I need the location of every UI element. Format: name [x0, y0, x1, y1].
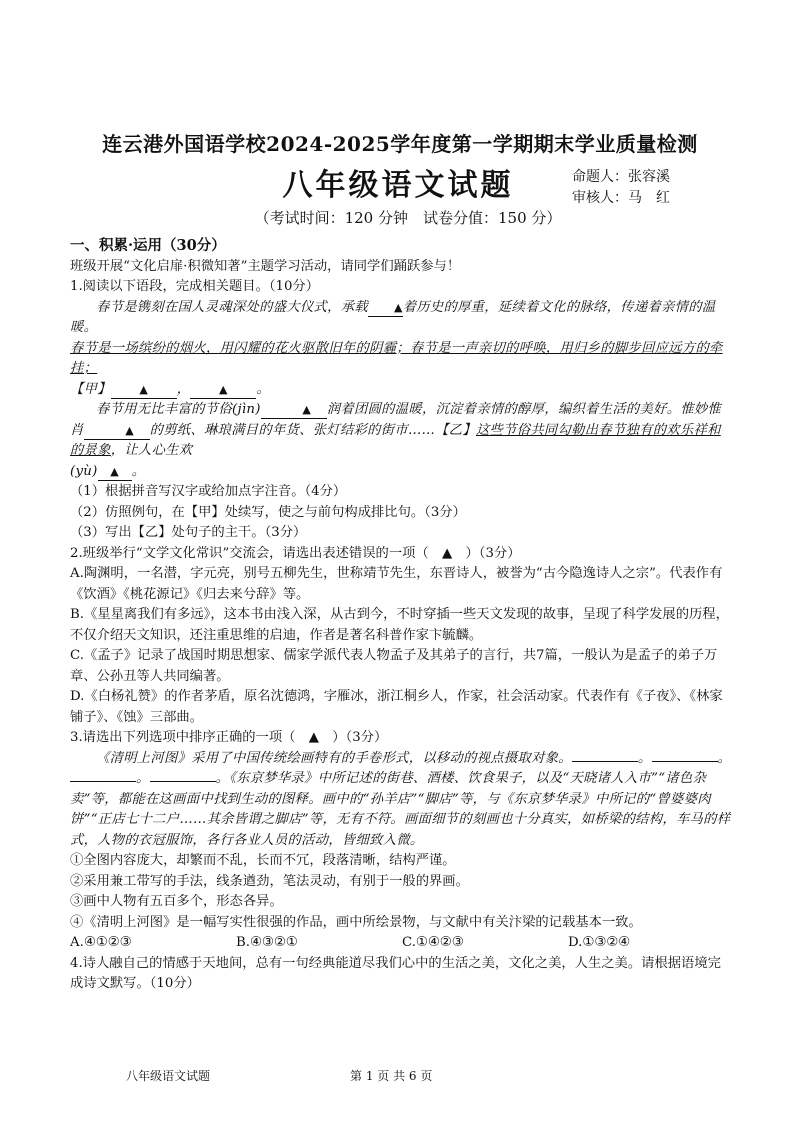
sentence-option-2: ②采用兼工带写的手法，线条遒劲，笔法灵动，有别于一般的界画。 [70, 873, 469, 889]
school-title: 连云港外国语学校2024-2025学年度第一学期期末学业质量检测 [102, 132, 698, 156]
answer-blank[interactable] [98, 464, 132, 481]
yi-sentence: 这些节俗共同勾勒出春节独有的欢乐祥和的景象 [70, 422, 721, 458]
choice-c: C.①④②③ [402, 935, 464, 950]
sentence-option-3: ③画中人物有五百多个，形态各异。 [70, 894, 283, 909]
answer-blank[interactable] [572, 761, 638, 762]
answer-blank[interactable] [84, 423, 150, 440]
triangle-mark: ▲ [110, 464, 120, 478]
sub-question-3: （3）写出【乙】处句子的主干。（3分） [70, 525, 307, 540]
question-2-stem: 2.班级举行“文学文化常识”交流会，请选出表述错误的一项（ ▲ ）（3分） [70, 545, 521, 561]
period: 。 [136, 771, 150, 786]
section-title: 一、积累·运用（30分） [70, 237, 226, 254]
marker-jia: 【甲】 [70, 381, 111, 397]
period: 。 [637, 750, 652, 766]
choice-a: A.④①②③ [70, 935, 132, 950]
question-1-paragraph-2-end [70, 462, 734, 483]
reviewer-label: 审核人：马 红 [572, 190, 670, 206]
choice-d: D.①③②④ [568, 935, 631, 950]
choice-b: B.④③②① [236, 935, 298, 950]
question-3-passage [70, 749, 734, 852]
option-a: A.陶渊明，一名潜，字元亮，别号五柳先生，世称靖节先生，东晋诗人，被誉为“古今隐逸诗人之宗”。代表作有《饮酒》《桃花源记》《归去来兮辞》等。 [70, 566, 723, 602]
question-1-paragraph-2 [70, 400, 734, 462]
passage-text: 着历史的厚重，延续着文化的脉络，传递着亲情的温暖。 [70, 299, 716, 335]
exam-info: （考试时间：120 分钟 试卷分值：150 分） [254, 209, 562, 227]
question-3-stem: 3.请选出下列选项中排序正确的一项（ ▲ ）（3分） [70, 730, 388, 745]
jia-blank-line [70, 380, 734, 401]
answer-choices [70, 933, 734, 954]
exam-content [70, 236, 734, 995]
passage-text: ，让人心生欢 [110, 443, 193, 458]
option-c: C.《孟子》记录了战国时期思想家、儒家学派代表人物孟子及其弟子的言行，共7篇，一般认为是孟子的弟子万章、公孙丑等人共同编著。 [70, 648, 718, 684]
period: 。 [256, 381, 271, 397]
sub-question-2: （2）仿照例句，在【甲】处续写，使之与前句构成排比句。（3分） [70, 504, 466, 520]
sentence-option-1: ①全图内容庞大，却繁而不乱，长而不冗，段落清晰，结构严谨。 [70, 853, 456, 868]
answer-blank[interactable] [70, 781, 136, 782]
proposer-label: 命题人：张容溪 [572, 169, 670, 185]
triangle-mark: ▲ [125, 423, 134, 437]
question-1-stem: 1.阅读以下语段，完成相关题目。（10分） [70, 279, 320, 294]
passage-text: 。《东京梦华录》中所记述的街巷、酒楼、饮食果子，以及“天晓诸人入市”“诸色杂卖”等，都能在这画面中找到生动的图释。画中的“孙羊店”“脚店”等，与《东京梦华录》中所记的“曾婆婆肉饼”“正店七十二户……其余皆谓之脚店”等，无有不符。画面细节的刻画也十分真实，如桥梁的结构，车马的样式，人物的衣冠服饰，各行各业人员的活动，皆细致入微。 [70, 771, 731, 848]
sub-question-1: （1）根据拼音写汉字或给加点字注音。（4分） [70, 484, 347, 499]
passage-text: 《清明上河图》采用了中国传统绘画特有的手卷形式，以移动的视点摄取对象。 [96, 750, 572, 766]
question-1-paragraph-1 [70, 298, 734, 339]
answer-blank[interactable] [111, 382, 177, 399]
passage-text: 春节是镌刻在国人灵魂深处的盛大仪式，承载 [96, 299, 368, 315]
exam-title: 八年级语文试题 [282, 168, 514, 203]
question-4-stem: 4.诗人融自己的情感于天地间，总有一句经典能道尽我们心中的生活之美，文化之美，人生之美。请根据语境完成诗文默写。（10分） [70, 955, 721, 991]
section-intro: 班级开展“文化启扉·积微知著”主题学习活动，请同学们踊跃参与！ [70, 258, 461, 274]
option-d: D.《白杨礼赞》的作者茅盾，原名沈德鸿，字雁冰，浙江桐乡人，作家，社会活动家。代表作有《子夜》、《林家铺子》、《蚀》三部曲。 [70, 689, 723, 725]
answer-blank[interactable] [368, 300, 403, 317]
answer-blank[interactable] [261, 402, 327, 419]
period: 。 [717, 750, 732, 766]
comma: ， [176, 381, 191, 397]
passage-text: 春节用无比丰富的节俗(jìn) [96, 402, 261, 417]
answer-blank[interactable] [652, 761, 718, 762]
triangle-mark: ▲ [139, 382, 149, 396]
triangle-mark: ▲ [302, 403, 312, 416]
pinyin-yu: (yù) [70, 463, 98, 479]
page-number: 第 1 页 共 6 页 [350, 1069, 433, 1083]
passage-text: 的剪纸、琳琅满目的年货、张灯结彩的街市……【乙】 [149, 422, 476, 438]
option-b: B.《星星离我们有多远》，这本书由浅入深，从古到今，不时穿插一些天文发现的故事，呈现了科学发展的历程，不仅介绍天文知识，还注重思维的启迪，作者是著名科普作家卞毓麟。 [70, 607, 729, 643]
footer-title: 八年级语文试题 [126, 1069, 211, 1083]
period: 。 [131, 463, 146, 479]
answer-blank[interactable] [150, 781, 216, 782]
answer-blank[interactable] [190, 382, 256, 399]
example-sentence: 春节是一场缤纷的烟火，用闪耀的花火驱散旧年的阴霾；春节是一声亲切的呼唤，用归乡的脚步回应远方的牵挂； [70, 340, 723, 376]
triangle-mark: ▲ [393, 300, 403, 314]
triangle-mark: ▲ [219, 382, 228, 396]
passage-text: 润着团圆的温暖，沉淀着亲情的醇厚，编织着生活的美好。惟妙惟肖 [70, 402, 722, 438]
sentence-option-4: ④《清明上河图》是一幅写实性很强的作品，画中所绘景物，与文献中有关汴梁的记载基本一致。 [70, 914, 642, 930]
